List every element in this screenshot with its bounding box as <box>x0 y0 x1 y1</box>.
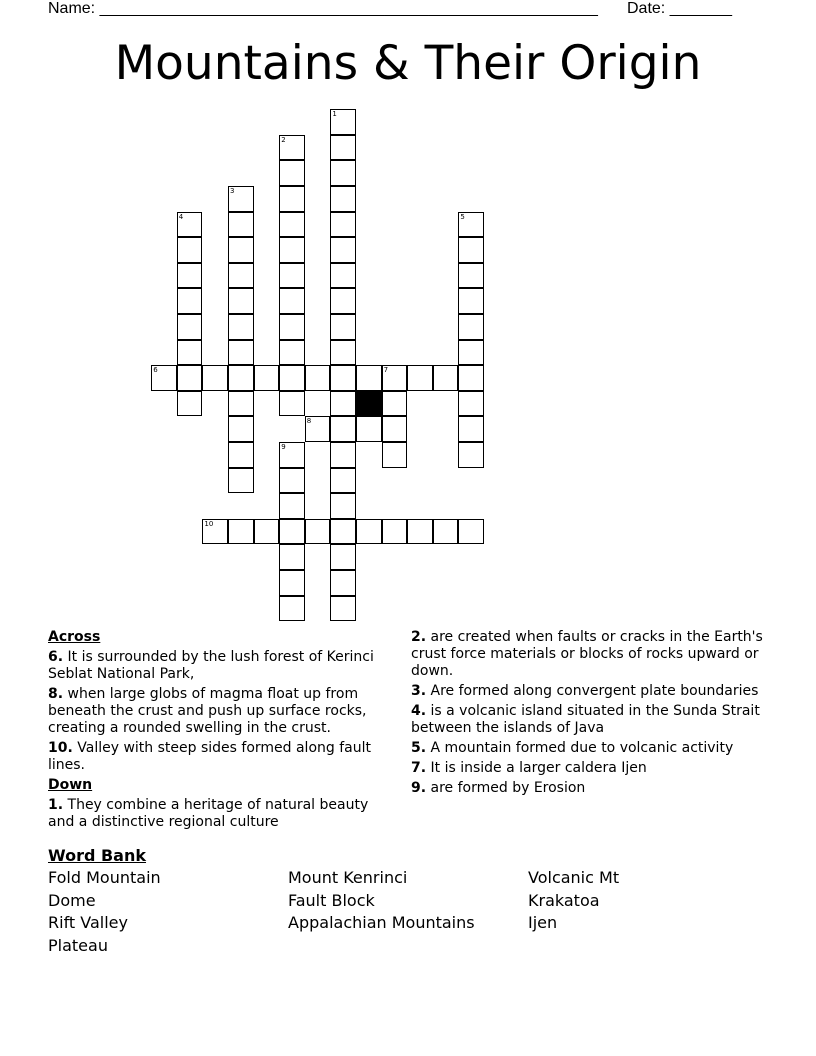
crossword-cell[interactable] <box>177 237 203 263</box>
crossword-cell[interactable] <box>279 237 305 263</box>
clue-number-label: 1 <box>332 110 337 119</box>
crossword-cell[interactable] <box>202 519 228 545</box>
crossword-cell[interactable] <box>330 340 356 366</box>
clue-number: 1. <box>48 797 64 813</box>
crossword-cell[interactable] <box>356 519 382 545</box>
clue-number: 4. <box>411 703 427 719</box>
crossword-cell[interactable] <box>330 519 356 545</box>
crossword-cell[interactable] <box>356 416 382 442</box>
crossword-cell[interactable] <box>228 340 254 366</box>
crossword-cell[interactable] <box>202 365 228 391</box>
crossword-cell[interactable] <box>330 237 356 263</box>
crossword-cell[interactable] <box>279 544 305 570</box>
crossword-cell[interactable] <box>279 468 305 494</box>
crossword-cell[interactable] <box>151 365 177 391</box>
clue-number: 10. <box>48 740 73 756</box>
crossword-cell[interactable] <box>458 288 484 314</box>
across-clue-6 <box>48 649 398 683</box>
crossword-cell[interactable] <box>279 314 305 340</box>
crossword-cell[interactable] <box>330 391 356 417</box>
crossword-cell[interactable] <box>330 263 356 289</box>
crossword-cell[interactable] <box>330 288 356 314</box>
crossword-cell[interactable] <box>330 365 356 391</box>
crossword-cell[interactable] <box>330 160 356 186</box>
crossword-cell[interactable] <box>228 365 254 391</box>
crossword-cell[interactable] <box>382 365 408 391</box>
word-bank-item: Volcanic Mt <box>528 868 620 887</box>
clue-text: when large globs of magma float up from beneath the crust and push up surface rocks, creating a rounded swelling in the crust. <box>48 686 367 736</box>
clue-text: are formed by Erosion <box>430 780 586 796</box>
crossword-cell[interactable] <box>279 442 305 468</box>
down-clue-2 <box>411 629 771 680</box>
crossword-cell[interactable] <box>305 365 331 391</box>
crossword-cell[interactable] <box>356 365 382 391</box>
clue-number: 5. <box>411 740 427 756</box>
crossword-cell[interactable] <box>279 570 305 596</box>
crossword-cell[interactable] <box>228 442 254 468</box>
crossword-cell[interactable] <box>458 314 484 340</box>
crossword-cell[interactable] <box>228 519 254 545</box>
clue-number-label: 3 <box>230 187 235 195</box>
crossword-cell[interactable] <box>458 263 484 289</box>
page-title: Mountains & Their Origin <box>114 36 702 91</box>
crossword-cell[interactable] <box>458 365 484 391</box>
crossword-cell[interactable] <box>228 314 254 340</box>
clue-number-label: 10 <box>204 519 214 528</box>
clue-number-label: 8 <box>306 417 312 426</box>
crossword-cell[interactable] <box>330 135 356 161</box>
clue-number-label: 2 <box>281 135 286 144</box>
crossword-cell[interactable] <box>228 263 254 289</box>
clue-text: are created when faults or cracks in the Earth's crust force materials or blocks of rocks upward or down. <box>411 629 763 679</box>
crossword-cell[interactable] <box>177 263 203 289</box>
crossword-cell[interactable] <box>330 468 356 494</box>
word-bank-item: Appalachian Mountains <box>288 913 475 932</box>
crossword-cell[interactable] <box>177 288 203 314</box>
clue-number: 8. <box>48 686 64 702</box>
crossword-cell[interactable] <box>458 519 484 545</box>
crossword-cell[interactable] <box>279 288 305 314</box>
across-clue-10 <box>48 740 398 774</box>
across-heading: Across <box>48 629 101 645</box>
clue-number-label: 7 <box>383 366 389 375</box>
down-clue-5 <box>411 740 771 757</box>
down-clue-3 <box>411 683 771 700</box>
clue-number: 2. <box>411 629 427 645</box>
crossword-cell[interactable] <box>433 519 459 545</box>
word-bank-item: Ijen <box>528 913 558 932</box>
word-bank-item: Plateau <box>48 936 108 955</box>
date-field-label: Date: _______ <box>627 0 732 17</box>
crossword-cell[interactable] <box>177 340 203 366</box>
word-bank-title: Word Bank <box>48 846 147 865</box>
crossword-cell[interactable] <box>458 391 484 417</box>
crossword-cell[interactable] <box>279 263 305 289</box>
clues-left-column <box>48 629 398 834</box>
crossword-cell[interactable] <box>279 212 305 238</box>
clue-number-label: 9 <box>281 443 286 451</box>
clue-number-label: 6 <box>153 366 158 375</box>
down-clue-4 <box>411 703 771 737</box>
word-bank-item: Dome <box>48 891 96 910</box>
crossword-cell[interactable] <box>330 544 356 570</box>
crossword-cell[interactable] <box>458 212 484 238</box>
crossword-cell[interactable] <box>279 365 305 391</box>
crossword-cell[interactable] <box>305 416 331 442</box>
crossword-cell[interactable] <box>382 442 408 468</box>
crossword-cell[interactable] <box>330 493 356 519</box>
crossword-cell[interactable] <box>279 186 305 212</box>
clue-text: is a volcanic island situated in the Sunda Strait between the islands of Java <box>411 703 760 736</box>
crossword-cell[interactable] <box>407 365 433 391</box>
down-clue-9 <box>411 780 771 797</box>
crossword-cell[interactable] <box>177 314 203 340</box>
crossword-cell[interactable] <box>279 391 305 417</box>
clue-text: It is inside a larger caldera Ijen <box>430 760 647 776</box>
crossword-cell[interactable] <box>458 340 484 366</box>
word-bank-item: Rift Valley <box>48 913 128 932</box>
crossword-cell[interactable] <box>407 519 433 545</box>
clue-number: 3. <box>411 683 427 699</box>
crossword-cell[interactable] <box>330 314 356 340</box>
crossword-cell[interactable] <box>458 416 484 442</box>
clue-number: 9. <box>411 780 427 796</box>
crossword-cell[interactable] <box>433 365 459 391</box>
clue-text: They combine a heritage of natural beauty and a distinctive regional culture <box>48 797 369 830</box>
crossword-cell[interactable] <box>228 212 254 238</box>
clue-text: Valley with steep sides formed along fault lines. <box>48 740 371 773</box>
crossword-block <box>356 391 382 417</box>
crossword-cell[interactable] <box>254 519 280 545</box>
clue-number: 7. <box>411 760 427 776</box>
crossword-cell[interactable] <box>330 186 356 212</box>
word-bank-item: Fault Block <box>288 891 375 910</box>
crossword-cell[interactable] <box>330 442 356 468</box>
crossword-cell[interactable] <box>279 596 305 622</box>
crossword-cell[interactable] <box>279 519 305 545</box>
clue-number-label: 5 <box>460 212 465 221</box>
clue-number-label: 4 <box>178 212 184 221</box>
crossword-cell[interactable] <box>177 391 203 417</box>
crossword-cell[interactable] <box>330 596 356 622</box>
crossword-cell[interactable] <box>177 212 203 238</box>
crossword-cell[interactable] <box>330 570 356 596</box>
crossword-cell[interactable] <box>330 416 356 442</box>
crossword-cell[interactable] <box>330 109 356 135</box>
clue-text: A mountain formed due to volcanic activity <box>430 740 734 756</box>
crossword-cell[interactable] <box>458 237 484 263</box>
clues-right-column <box>411 629 771 800</box>
word-bank-item: Krakatoa <box>528 891 600 910</box>
crossword-cell[interactable] <box>228 468 254 494</box>
clue-number: 6. <box>48 649 64 665</box>
down-clue-1 <box>48 797 398 831</box>
crossword-cell[interactable] <box>279 160 305 186</box>
crossword-cell[interactable] <box>382 519 408 545</box>
crossword-cell[interactable] <box>330 212 356 238</box>
word-bank-item: Mount Kenrinci <box>288 868 408 887</box>
crossword-cell[interactable] <box>177 365 203 391</box>
across-clue-8 <box>48 686 398 737</box>
crossword-cell[interactable] <box>228 237 254 263</box>
down-clue-7 <box>411 760 771 777</box>
crossword-cell[interactable] <box>254 365 280 391</box>
crossword-cell[interactable] <box>458 442 484 468</box>
clue-text: Are formed along convergent plate boundaries <box>430 683 759 699</box>
crossword-cell[interactable] <box>382 416 408 442</box>
crossword-cell[interactable] <box>279 135 305 161</box>
crossword-cell[interactable] <box>279 493 305 519</box>
clue-text: It is surrounded by the lush forest of Kerinci Seblat National Park, <box>48 649 374 682</box>
crossword-cell[interactable] <box>382 391 408 417</box>
crossword-cell[interactable] <box>305 519 331 545</box>
crossword-cell[interactable] <box>228 186 254 212</box>
word-bank-item: Fold Mountain <box>48 868 161 887</box>
crossword-cell[interactable] <box>279 340 305 366</box>
crossword-cell[interactable] <box>228 416 254 442</box>
crossword-cell[interactable] <box>228 288 254 314</box>
crossword-cell[interactable] <box>228 391 254 417</box>
down-heading: Down <box>48 777 93 793</box>
name-field-label: Name: ________________________________________________________ <box>48 0 598 17</box>
